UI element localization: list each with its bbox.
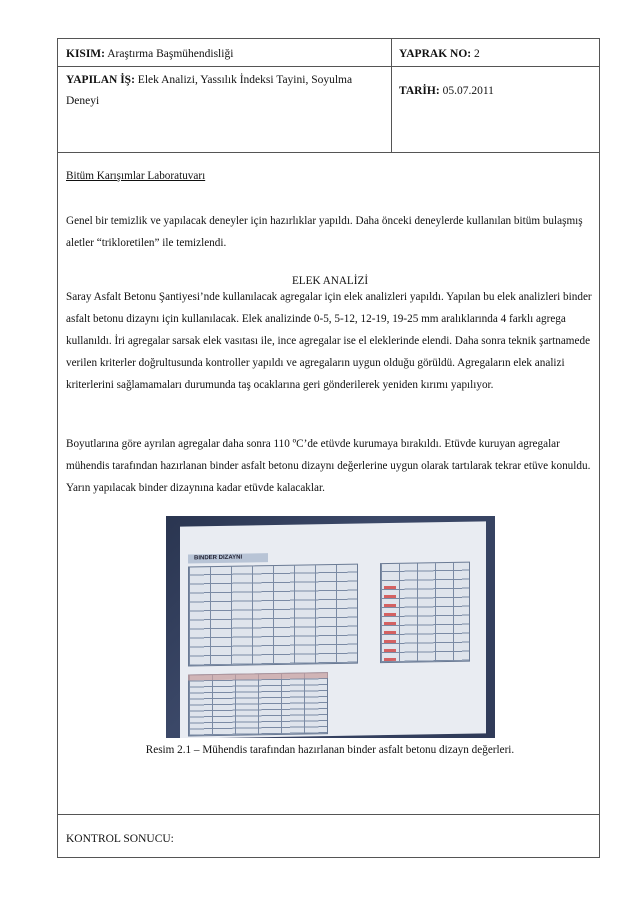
yaprak-field (399, 45, 480, 63)
photo-red-values (384, 581, 396, 661)
kisim-field (66, 45, 233, 63)
header-row-1 (58, 39, 599, 67)
yaprak-value: 2 (473, 48, 480, 60)
tarih-label: TARİH: (399, 85, 440, 97)
yaprak-label: YAPRAK NO: (399, 48, 472, 60)
tarih-value: 05.07.2011 (442, 85, 494, 97)
photo-table-weights (188, 672, 328, 736)
section-heading: ELEK ANALİZİ (291, 275, 369, 287)
kontrol-label: KONTROL SONUCU: (66, 833, 174, 845)
photo-caption: Resim 2.1 – Mühendis tarafından hazırlanan binder asfalt betonu dizayn değerleri. (145, 744, 515, 756)
photo-sheet (180, 521, 486, 738)
yapilan-label: YAPILAN İŞ: (66, 74, 135, 86)
kisim-value: Araştırma Başmühendisliği (107, 48, 234, 60)
photo-title: BINDER DIZAYNI (188, 553, 268, 563)
paragraph-sieve-analysis: Saray Asfalt Betonu Şantiyesi’nde kullanılacak agregalar için elek analizleri yapıldı. Yapılan bu elek analizleri binder asfalt betonu dizaynı için kullanılacak. Elek analizinde 0-5, 5-12, 12-19, 19-25 mm aralıklarında 4 farklı agrega kullanıldı. İri agregalar sarsak elek vasıtası ile, ince agregalar ise el eleklerinde elendi. Daha sonra teknik şartnamede verilen kriterler doğrultusunda kontroller yapıldı ve agregaların uygun olduğu görüldü. Agregaların elek analizi kriterlerini sağlamamaları durumunda taş ocaklarına geri gönderilerek yeniden kırımı yapılıyor. (66, 291, 592, 391)
photo-table-gradation (188, 564, 358, 667)
yapilan-field (66, 70, 381, 112)
report-body (58, 153, 599, 815)
kisim-label: KISIM: (66, 48, 105, 60)
header-row-2 (58, 67, 599, 153)
lab-title: Bitüm Karışımlar Laboratuvarı (66, 170, 206, 182)
yapilan-value: Elek Analizi, Yassılık İndeksi Tayini, Soyulma Deneyi (66, 74, 353, 107)
paragraph-drying: Boyutlarına göre ayrılan agregalar daha sonra 110 ºC’de etüvde kurumaya bırakıldı. Etüvde kuruyan agregalar mühendis tarafından hazırlanan binder asfalt betonu dizaynı değerlerine uygun olarak tartılarak tekrar etüve konuldu. Yarın yapılacak binder dizaynına kadar etüvde kalacaklar. (66, 438, 591, 494)
paragraph-cleaning: Genel bir temizlik ve yapılacak deneyler için hazırlıklar yapıldı. Daha önceki deneylerde kullanılan bitüm bulaşmış aletler “trikloretilen” ile temizlendi. (66, 215, 583, 249)
form-frame (57, 38, 600, 858)
binder-design-photo (166, 516, 495, 738)
tarih-field (399, 82, 494, 100)
footer-row (58, 815, 599, 859)
